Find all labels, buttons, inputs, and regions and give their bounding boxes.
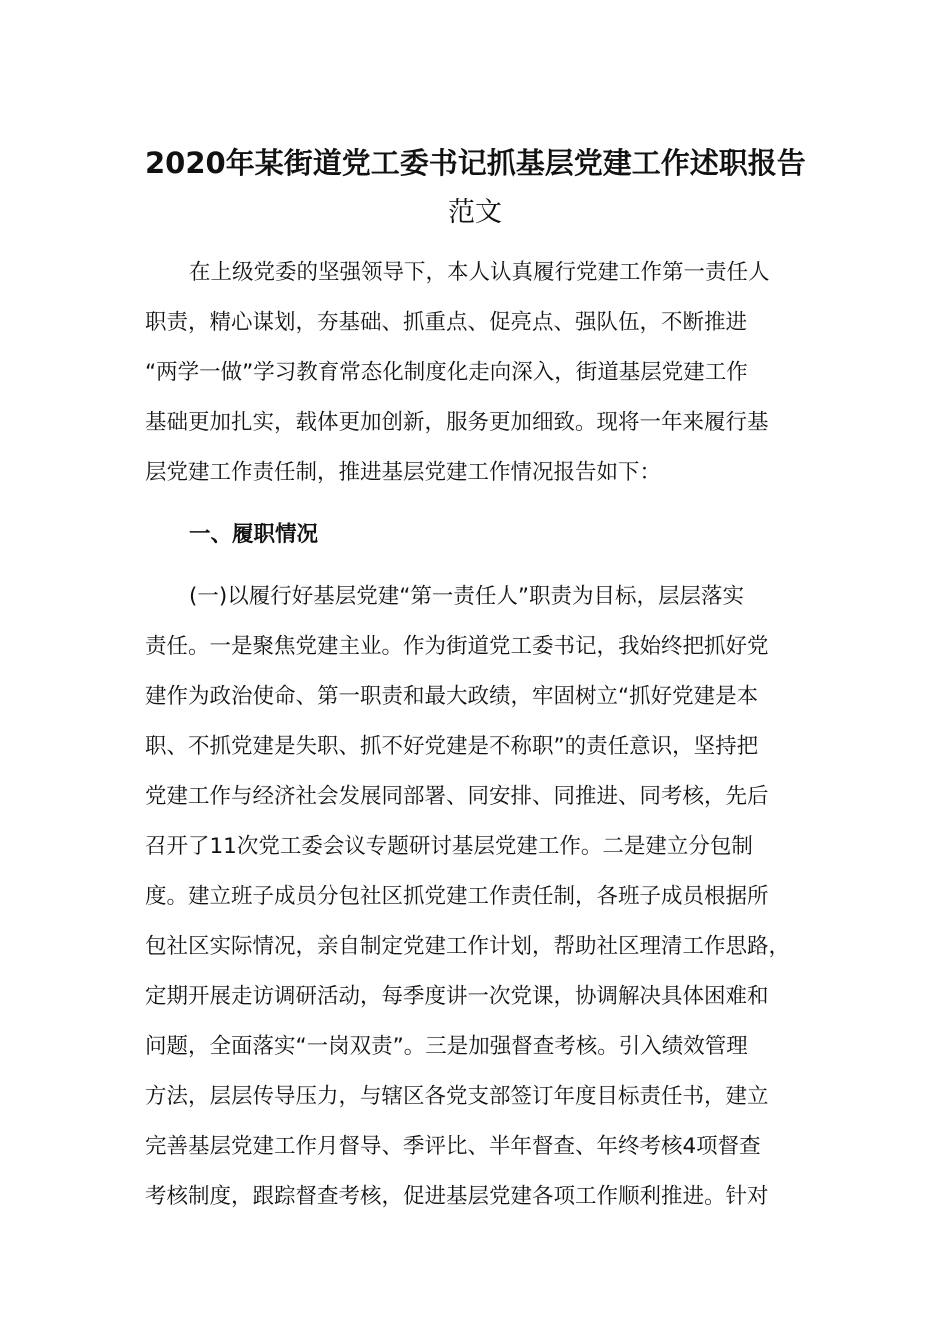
paragraph-line: 方法，层层传导压力，与辖区各党支部签订年度目标责任书，建立 bbox=[145, 1084, 769, 1109]
paragraph-line: “两学一做”学习教育常态化制度化走向深入，街道基层党建工作 bbox=[145, 360, 748, 385]
paragraph-line: 建作为政治使命、第一职责和最大政绩，牢固树立“抓好党建是本 bbox=[145, 684, 759, 709]
paragraph-line: 包社区实际情况，亲自制定党建工作计划，帮助社区理清工作思路， bbox=[145, 934, 791, 959]
paragraph-line: 基础更加扎实，载体更加创新，服务更加细致。现将一年来履行基 bbox=[145, 410, 769, 435]
paragraph-line: 层党建工作责任制，推进基层党建工作情况报告如下： bbox=[145, 460, 662, 485]
paragraph-line: 度。建立班子成员分包社区抓党建工作责任制，各班子成员根据所 bbox=[145, 884, 769, 909]
paragraph-line: 召开了11次党工委会议专题研讨基层党建工作。二是建立分包制 bbox=[145, 834, 753, 859]
paragraph-line: 问题，全面落实“一岗双责”。三是加强督查考核。引入绩效管理 bbox=[145, 1034, 748, 1059]
paragraph-line: 责任。一是聚焦党建主业。作为街道党工委书记，我始终把抓好党 bbox=[145, 634, 769, 659]
paragraph-line: 定期开展走访调研活动，每季度讲一次党课，协调解决具体困难和 bbox=[145, 984, 769, 1009]
paragraph-line: 在上级党委的坚强领导下，本人认真履行党建工作第一责任人 bbox=[189, 260, 770, 285]
document-title: 2020年某街道党工委书记抓基层党建工作述职报告 bbox=[145, 146, 806, 180]
paragraph-line: 职责，精心谋划，夯基础、抓重点、促亮点、强队伍，不断推进 bbox=[145, 310, 748, 335]
paragraph-line: (一)以履行好基层党建“第一责任人”职责为目标，层层落实 bbox=[189, 584, 745, 609]
paragraph-line: 职、不抓党建是失职、抓不好党建是不称职”的责任意识，坚持把 bbox=[145, 734, 759, 759]
section-heading: 一、履职情况 bbox=[189, 522, 319, 547]
paragraph-line: 考核制度，跟踪督查考核，促进基层党建各项工作顺利推进。针对 bbox=[145, 1184, 769, 1209]
paragraph-line: 党建工作与经济社会发展同部署、同安排、同推进、同考核，先后 bbox=[145, 784, 769, 809]
paragraph-line: 完善基层党建工作月督导、季评比、半年督查、年终考核4项督查 bbox=[145, 1134, 761, 1159]
document-title-continued: 范文 bbox=[448, 197, 502, 228]
